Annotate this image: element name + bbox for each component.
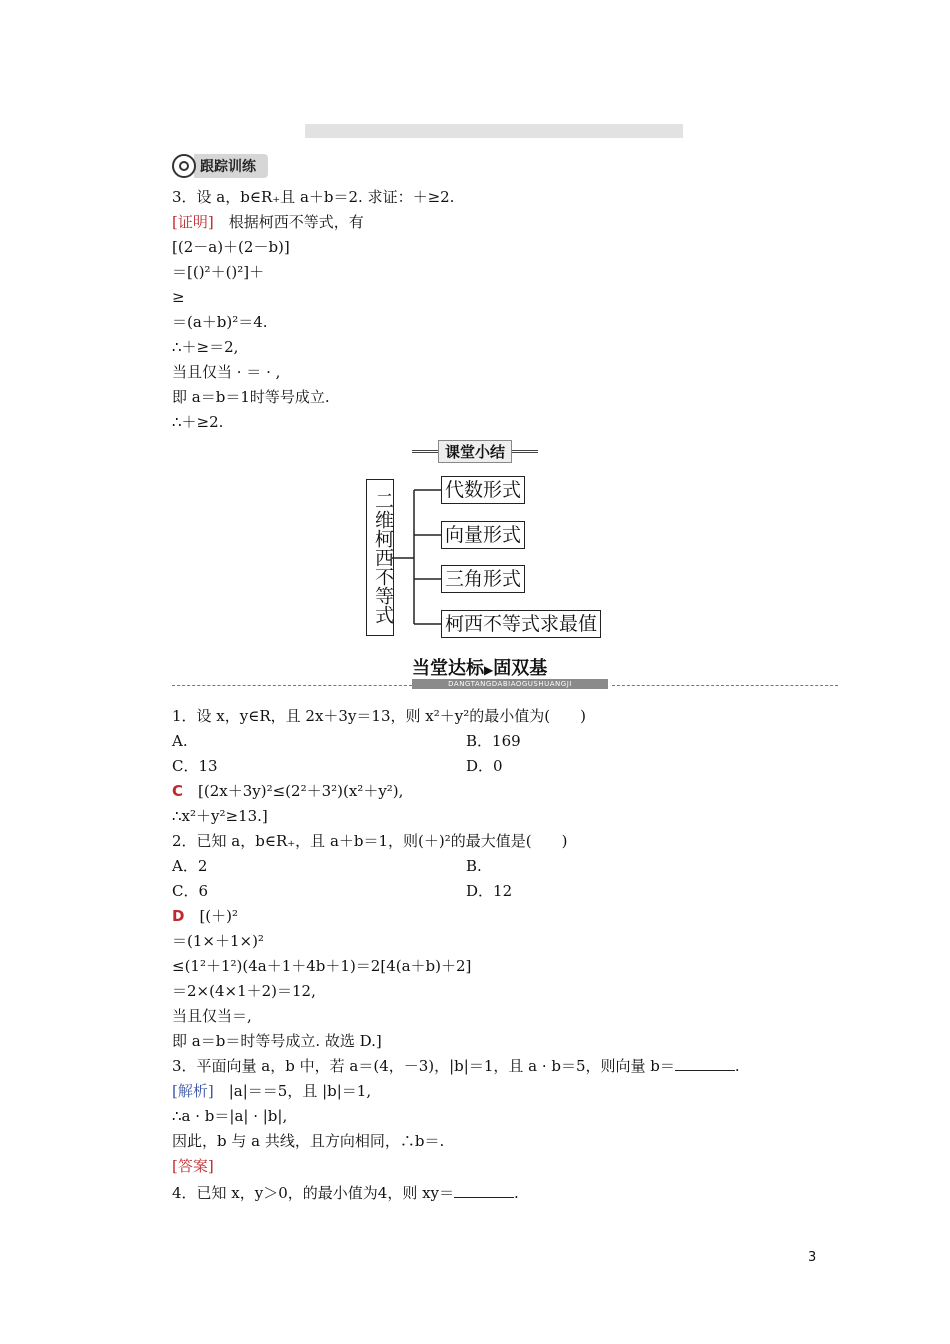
answer-label: [答案] xyxy=(172,1157,214,1175)
section-tag-tracking xyxy=(172,153,268,179)
solution-line: 当且仅当＝, xyxy=(172,1007,252,1025)
solution-line: ∴x²＋y²≥13.] xyxy=(172,807,268,825)
answer-blank xyxy=(675,1056,735,1071)
option-a: A．2 xyxy=(172,857,208,875)
option-c: C．13 xyxy=(172,757,218,775)
proof-step: ∴＋≥＝2, xyxy=(172,338,239,356)
solution-line: ≤(1²＋1²)(4a＋1＋4b＋1)＝2[4(a＋b)＋2] xyxy=(172,957,472,975)
option-c: C．6 xyxy=(172,882,209,900)
proof-step: ≥ xyxy=(172,288,185,306)
proof-step: ∴＋≥2. xyxy=(172,413,224,431)
proof-step: 当且仅当 · ＝ · , xyxy=(172,363,281,381)
exercise-question: 1．设 x，y∈R，且 2x＋3y＝13，则 x²＋y²的最小值为( ) xyxy=(172,707,586,725)
exercise-question: 2．已知 a，b∈R₊，且 a＋b＝1，则(＋)²的最大值是( ) xyxy=(172,832,568,850)
option-d: D．12 xyxy=(466,882,513,900)
option-b: B．169 xyxy=(466,732,521,750)
solution-line: D [(＋)² xyxy=(172,907,239,925)
analysis-line: [解析] |a|＝＝5，且 |b|＝1, xyxy=(172,1082,372,1100)
summary-branch: 柯西不等式求最值 xyxy=(441,610,601,638)
proof-step: [(2－a)＋(2－b)] xyxy=(172,238,290,256)
header-bar xyxy=(305,124,683,138)
summary-tree-lines xyxy=(392,488,442,628)
summary-branch: 代数形式 xyxy=(441,476,525,504)
section-tag-label: 跟踪训练 xyxy=(194,154,268,178)
section-banner xyxy=(412,654,612,690)
analysis-line: 因此，b 与 a 共线，且方向相同，∴b＝. xyxy=(172,1132,445,1150)
proof-line xyxy=(172,212,364,232)
tracking-question: 3．设 a，b∈R₊且 a＋b＝2. 求证：＋≥2. xyxy=(172,188,455,206)
target-icon xyxy=(172,154,196,178)
solution-line: 即 a＝b＝时等号成立. 故选 D.] xyxy=(172,1032,382,1050)
exercise-question: 3．平面向量 a，b 中，若 a＝(4，－3)，|b|＝1，且 a · b＝5，则向量 b＝ . xyxy=(172,1057,740,1075)
page-number: 3 xyxy=(808,1250,817,1265)
proof-intro: 根据柯西不等式，有 xyxy=(213,213,364,231)
summary-branch: 向量形式 xyxy=(441,521,525,549)
banner-title: 当堂达标▶固双基 xyxy=(412,658,548,679)
answer-letter: C xyxy=(172,782,184,800)
analysis-label: [解析] xyxy=(172,1082,214,1100)
proof-step: ＝(a＋b)²＝4. xyxy=(172,313,268,331)
proof-step: ＝[()²＋()²]＋ xyxy=(172,263,265,281)
option-d: D．0 xyxy=(466,757,503,775)
summary-root: 二维柯西不等式 xyxy=(366,479,394,636)
divider-left xyxy=(172,685,412,686)
arrow-icon: ▶ xyxy=(484,663,494,677)
exercise-question: 4．已知 x，y＞0，的最小值为4，则 xy＝ . xyxy=(172,1184,519,1202)
proof-step: 即 a＝b＝1时等号成立. xyxy=(172,388,330,406)
analysis-line: ∴a · b＝|a| · |b|, xyxy=(172,1107,288,1125)
banner-subtitle: DANGTANGDABIAOGUSHUANGJI xyxy=(412,679,608,689)
proof-label: [证明] xyxy=(172,213,214,231)
solution-line: C [(2x＋3y)²≤(2²＋3²)(x²＋y²), xyxy=(172,782,404,800)
answer-letter: D xyxy=(172,907,185,925)
solution-line: ＝(1×＋1×)² xyxy=(172,932,264,950)
divider-right xyxy=(612,685,838,686)
option-b: B. xyxy=(466,857,482,875)
solution-line: ＝2×(4×1＋2)＝12, xyxy=(172,982,316,1000)
summary-title: 课堂小结 xyxy=(412,440,538,462)
option-a: A. xyxy=(172,732,188,750)
answer-blank xyxy=(454,1183,514,1198)
summary-branch: 三角形式 xyxy=(441,565,525,593)
